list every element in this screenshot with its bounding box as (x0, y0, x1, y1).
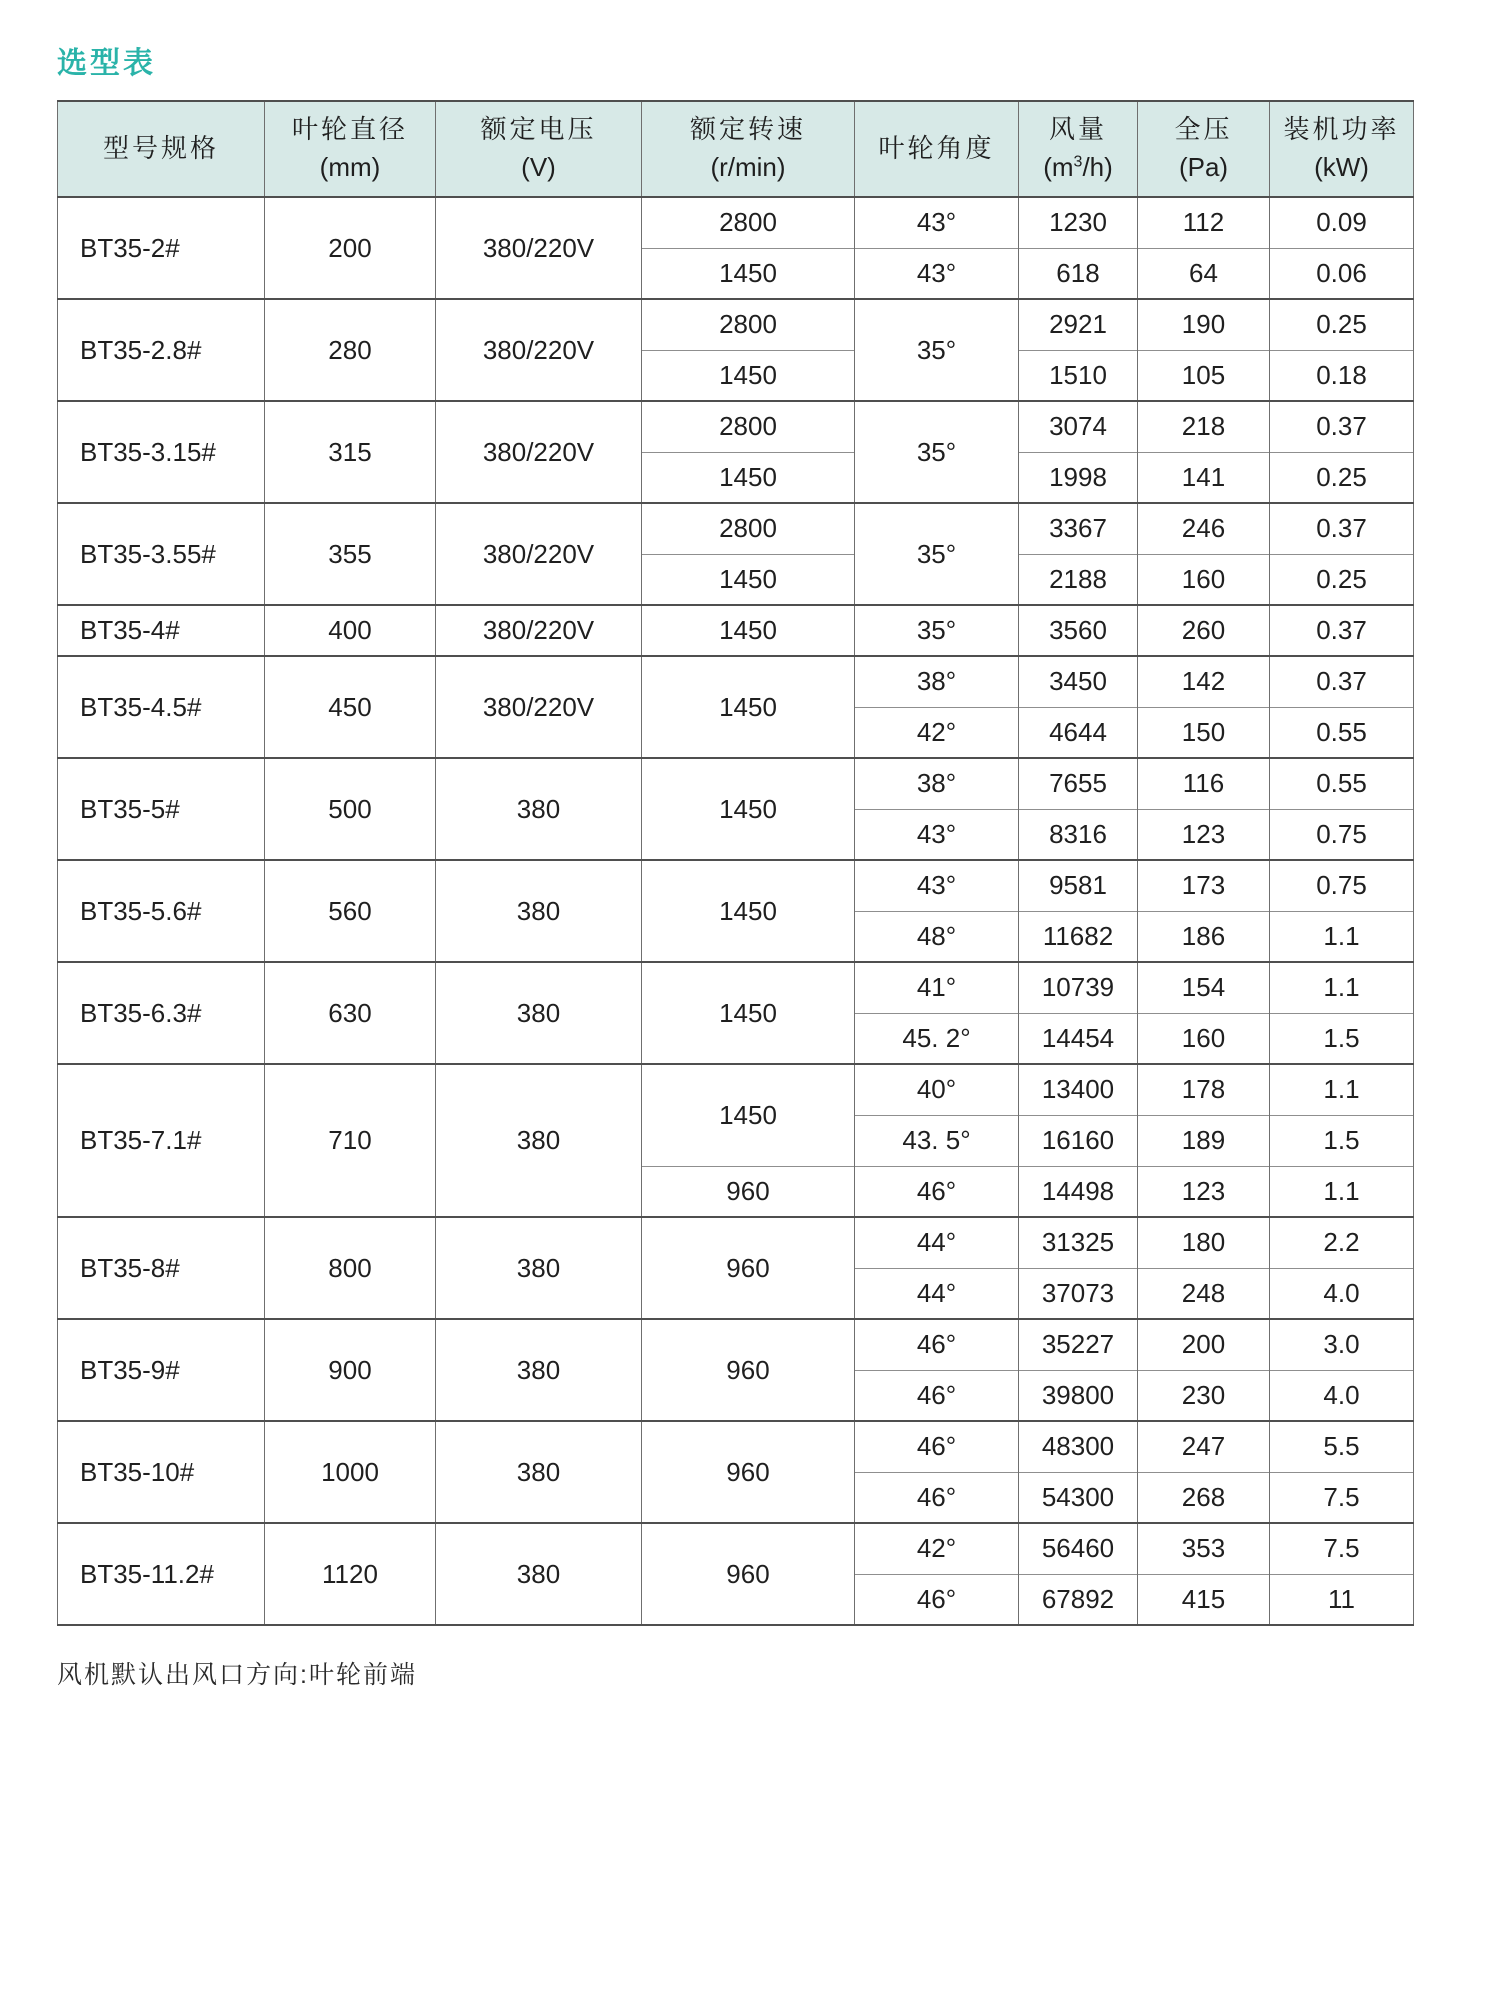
cell-model: BT35-5# (58, 758, 265, 860)
cell-pressure: 353 (1138, 1523, 1270, 1574)
cell-model: BT35-6.3# (58, 962, 265, 1064)
table-row (58, 962, 1414, 1013)
cell-airflow: 10739 (1019, 962, 1138, 1013)
cell-speed: 1450 (642, 860, 855, 962)
cell-airflow: 11682 (1019, 911, 1138, 962)
cell-airflow: 7655 (1019, 758, 1138, 809)
cell-pressure: 105 (1138, 350, 1270, 401)
cell-voltage: 380/220V (436, 503, 642, 605)
cell-diameter: 315 (265, 401, 436, 503)
cell-pressure: 123 (1138, 1166, 1270, 1217)
cell-power: 0.25 (1270, 452, 1414, 503)
cell-airflow: 4644 (1019, 707, 1138, 758)
cell-pressure: 190 (1138, 299, 1270, 350)
cell-speed: 960 (642, 1217, 855, 1319)
cell-voltage: 380 (436, 1064, 642, 1217)
cell-airflow: 3074 (1019, 401, 1138, 452)
cell-pressure: 230 (1138, 1370, 1270, 1421)
cell-power: 0.37 (1270, 401, 1414, 452)
cell-power: 0.06 (1270, 248, 1414, 299)
cell-pressure: 141 (1138, 452, 1270, 503)
cell-diameter: 355 (265, 503, 436, 605)
col-header-pressure: 全压 (Pa) (1138, 101, 1270, 197)
cell-power: 0.25 (1270, 554, 1414, 605)
cell-power: 0.37 (1270, 605, 1414, 656)
cell-power: 11 (1270, 1574, 1414, 1625)
cell-angle: 44° (855, 1217, 1019, 1268)
cell-power: 2.2 (1270, 1217, 1414, 1268)
cell-airflow: 9581 (1019, 860, 1138, 911)
cell-power: 1.1 (1270, 1064, 1414, 1115)
cell-diameter: 800 (265, 1217, 436, 1319)
cell-power: 0.55 (1270, 707, 1414, 758)
col-header-diameter: 叶轮直径 (mm) (265, 101, 436, 197)
cell-angle: 43° (855, 248, 1019, 299)
cell-airflow: 67892 (1019, 1574, 1138, 1625)
cell-diameter: 1120 (265, 1523, 436, 1625)
cell-speed: 2800 (642, 299, 855, 350)
cell-pressure: 248 (1138, 1268, 1270, 1319)
cell-airflow: 3367 (1019, 503, 1138, 554)
cell-airflow: 39800 (1019, 1370, 1138, 1421)
cell-angle: 38° (855, 656, 1019, 707)
cell-power: 0.55 (1270, 758, 1414, 809)
cell-voltage: 380 (436, 1421, 642, 1523)
cell-diameter: 560 (265, 860, 436, 962)
cell-model: BT35-5.6# (58, 860, 265, 962)
cell-diameter: 200 (265, 197, 436, 299)
cell-pressure: 64 (1138, 248, 1270, 299)
cell-voltage: 380/220V (436, 299, 642, 401)
cell-airflow: 14454 (1019, 1013, 1138, 1064)
cell-diameter: 450 (265, 656, 436, 758)
cell-speed: 960 (642, 1523, 855, 1625)
cell-pressure: 189 (1138, 1115, 1270, 1166)
cell-airflow: 31325 (1019, 1217, 1138, 1268)
cell-power: 7.5 (1270, 1472, 1414, 1523)
cell-speed: 1450 (642, 1064, 855, 1166)
cell-pressure: 200 (1138, 1319, 1270, 1370)
cell-power: 3.0 (1270, 1319, 1414, 1370)
cell-angle: 35° (855, 401, 1019, 503)
cell-voltage: 380/220V (436, 605, 642, 656)
cell-model: BT35-4.5# (58, 656, 265, 758)
cell-airflow: 1510 (1019, 350, 1138, 401)
cell-airflow: 35227 (1019, 1319, 1138, 1370)
cell-power: 1.5 (1270, 1013, 1414, 1064)
cell-angle: 38° (855, 758, 1019, 809)
cell-speed: 960 (642, 1319, 855, 1421)
cell-angle: 43° (855, 197, 1019, 248)
cell-angle: 40° (855, 1064, 1019, 1115)
cell-power: 0.37 (1270, 503, 1414, 554)
cell-pressure: 160 (1138, 1013, 1270, 1064)
cell-angle: 41° (855, 962, 1019, 1013)
cell-angle: 46° (855, 1319, 1019, 1370)
cell-angle: 35° (855, 299, 1019, 401)
col-header-power: 装机功率 (kW) (1270, 101, 1414, 197)
cell-airflow: 48300 (1019, 1421, 1138, 1472)
cell-angle: 43° (855, 860, 1019, 911)
cell-model: BT35-2.8# (58, 299, 265, 401)
cell-model: BT35-8# (58, 1217, 265, 1319)
cell-model: BT35-4# (58, 605, 265, 656)
cell-model: BT35-7.1# (58, 1064, 265, 1217)
cell-angle: 43° (855, 809, 1019, 860)
cell-speed: 1450 (642, 656, 855, 758)
cell-diameter: 1000 (265, 1421, 436, 1523)
cell-model: BT35-11.2# (58, 1523, 265, 1625)
table-header (58, 101, 1414, 197)
cell-voltage: 380/220V (436, 197, 642, 299)
cell-power: 0.09 (1270, 197, 1414, 248)
col-header-airflow: 风量 $(m^3/h)$ (1019, 101, 1138, 197)
table-row (58, 1217, 1414, 1268)
cell-airflow: 16160 (1019, 1115, 1138, 1166)
cell-airflow: 1998 (1019, 452, 1138, 503)
cell-angle: 35° (855, 503, 1019, 605)
cell-speed: 1450 (642, 248, 855, 299)
cell-voltage: 380/220V (436, 401, 642, 503)
cell-airflow: 14498 (1019, 1166, 1138, 1217)
cell-speed: 1450 (642, 350, 855, 401)
cell-power: 5.5 (1270, 1421, 1414, 1472)
cell-pressure: 218 (1138, 401, 1270, 452)
cell-speed: 2800 (642, 503, 855, 554)
cell-angle: 42° (855, 707, 1019, 758)
cell-airflow: 618 (1019, 248, 1138, 299)
cell-power: 0.75 (1270, 809, 1414, 860)
cell-speed: 1450 (642, 758, 855, 860)
cell-airflow: 1230 (1019, 197, 1138, 248)
cell-speed: 960 (642, 1166, 855, 1217)
cell-power: 0.25 (1270, 299, 1414, 350)
cell-airflow: 13400 (1019, 1064, 1138, 1115)
cell-angle: 48° (855, 911, 1019, 962)
cell-speed: 1450 (642, 554, 855, 605)
cell-power: 7.5 (1270, 1523, 1414, 1574)
cell-airflow: 37073 (1019, 1268, 1138, 1319)
cell-pressure: 178 (1138, 1064, 1270, 1115)
cell-pressure: 154 (1138, 962, 1270, 1013)
cell-voltage: 380 (436, 1523, 642, 1625)
cell-diameter: 500 (265, 758, 436, 860)
cell-airflow: 2188 (1019, 554, 1138, 605)
cell-power: 0.75 (1270, 860, 1414, 911)
cell-voltage: 380 (436, 758, 642, 860)
selection-table (57, 100, 1414, 1626)
footnote: 风机默认出风口方向:叶轮前端 (57, 1661, 417, 1689)
cell-speed: 2800 (642, 197, 855, 248)
cell-power: 0.37 (1270, 656, 1414, 707)
cell-voltage: 380 (436, 1319, 642, 1421)
cell-airflow: 54300 (1019, 1472, 1138, 1523)
cell-pressure: 173 (1138, 860, 1270, 911)
col-header-angle: 叶轮角度 (855, 101, 1019, 197)
col-header-voltage: 额定电压 (V) (436, 101, 642, 197)
cell-pressure: 415 (1138, 1574, 1270, 1625)
cell-voltage: 380 (436, 1217, 642, 1319)
cell-diameter: 630 (265, 962, 436, 1064)
cell-pressure: 246 (1138, 503, 1270, 554)
cell-angle: 45. 2° (855, 1013, 1019, 1064)
table-row (58, 656, 1414, 707)
cell-model: BT35-9# (58, 1319, 265, 1421)
cell-angle: 46° (855, 1574, 1019, 1625)
cell-diameter: 710 (265, 1064, 436, 1217)
cell-voltage: 380 (436, 962, 642, 1064)
cell-power: 0.18 (1270, 350, 1414, 401)
cell-power: 1.1 (1270, 962, 1414, 1013)
table-row (58, 1523, 1414, 1574)
cell-pressure: 142 (1138, 656, 1270, 707)
cell-diameter: 400 (265, 605, 436, 656)
cell-power: 4.0 (1270, 1268, 1414, 1319)
cell-speed: 1450 (642, 452, 855, 503)
table-row (58, 605, 1414, 656)
cell-airflow: 56460 (1019, 1523, 1138, 1574)
col-header-model: 型号规格 (58, 101, 265, 197)
cell-power: 1.1 (1270, 911, 1414, 962)
cell-model: BT35-3.55# (58, 503, 265, 605)
table-row (58, 197, 1414, 248)
cell-pressure: 180 (1138, 1217, 1270, 1268)
cell-airflow: 8316 (1019, 809, 1138, 860)
cell-airflow: 2921 (1019, 299, 1138, 350)
table-row (58, 1064, 1414, 1115)
cell-pressure: 150 (1138, 707, 1270, 758)
cell-pressure: 186 (1138, 911, 1270, 962)
cell-speed: 1450 (642, 605, 855, 656)
table-row (58, 1421, 1414, 1472)
cell-angle: 35° (855, 605, 1019, 656)
table-body (58, 197, 1414, 1625)
cell-angle: 43. 5° (855, 1115, 1019, 1166)
table-row (58, 758, 1414, 809)
page-title: 选型表 (57, 47, 156, 80)
cell-angle: 46° (855, 1166, 1019, 1217)
cell-power: 1.5 (1270, 1115, 1414, 1166)
cell-voltage: 380 (436, 860, 642, 962)
col-header-speed: 额定转速 (r/min) (642, 101, 855, 197)
cell-power: 4.0 (1270, 1370, 1414, 1421)
cell-model: BT35-10# (58, 1421, 265, 1523)
cell-angle: 46° (855, 1472, 1019, 1523)
cell-speed: 960 (642, 1421, 855, 1523)
table-row (58, 299, 1414, 350)
cell-pressure: 268 (1138, 1472, 1270, 1523)
table-row (58, 860, 1414, 911)
table-row (58, 401, 1414, 452)
cell-angle: 46° (855, 1370, 1019, 1421)
cell-airflow: 3560 (1019, 605, 1138, 656)
cell-pressure: 116 (1138, 758, 1270, 809)
cell-angle: 46° (855, 1421, 1019, 1472)
cell-diameter: 900 (265, 1319, 436, 1421)
cell-speed: 2800 (642, 401, 855, 452)
cell-pressure: 247 (1138, 1421, 1270, 1472)
table-row (58, 1319, 1414, 1370)
cell-pressure: 160 (1138, 554, 1270, 605)
cell-pressure: 123 (1138, 809, 1270, 860)
cell-model: BT35-2# (58, 197, 265, 299)
cell-pressure: 112 (1138, 197, 1270, 248)
cell-diameter: 280 (265, 299, 436, 401)
cell-pressure: 260 (1138, 605, 1270, 656)
cell-power: 1.1 (1270, 1166, 1414, 1217)
cell-speed: 1450 (642, 962, 855, 1064)
table-row (58, 503, 1414, 554)
cell-angle: 42° (855, 1523, 1019, 1574)
cell-airflow: 3450 (1019, 656, 1138, 707)
cell-voltage: 380/220V (436, 656, 642, 758)
cell-model: BT35-3.15# (58, 401, 265, 503)
cell-angle: 44° (855, 1268, 1019, 1319)
